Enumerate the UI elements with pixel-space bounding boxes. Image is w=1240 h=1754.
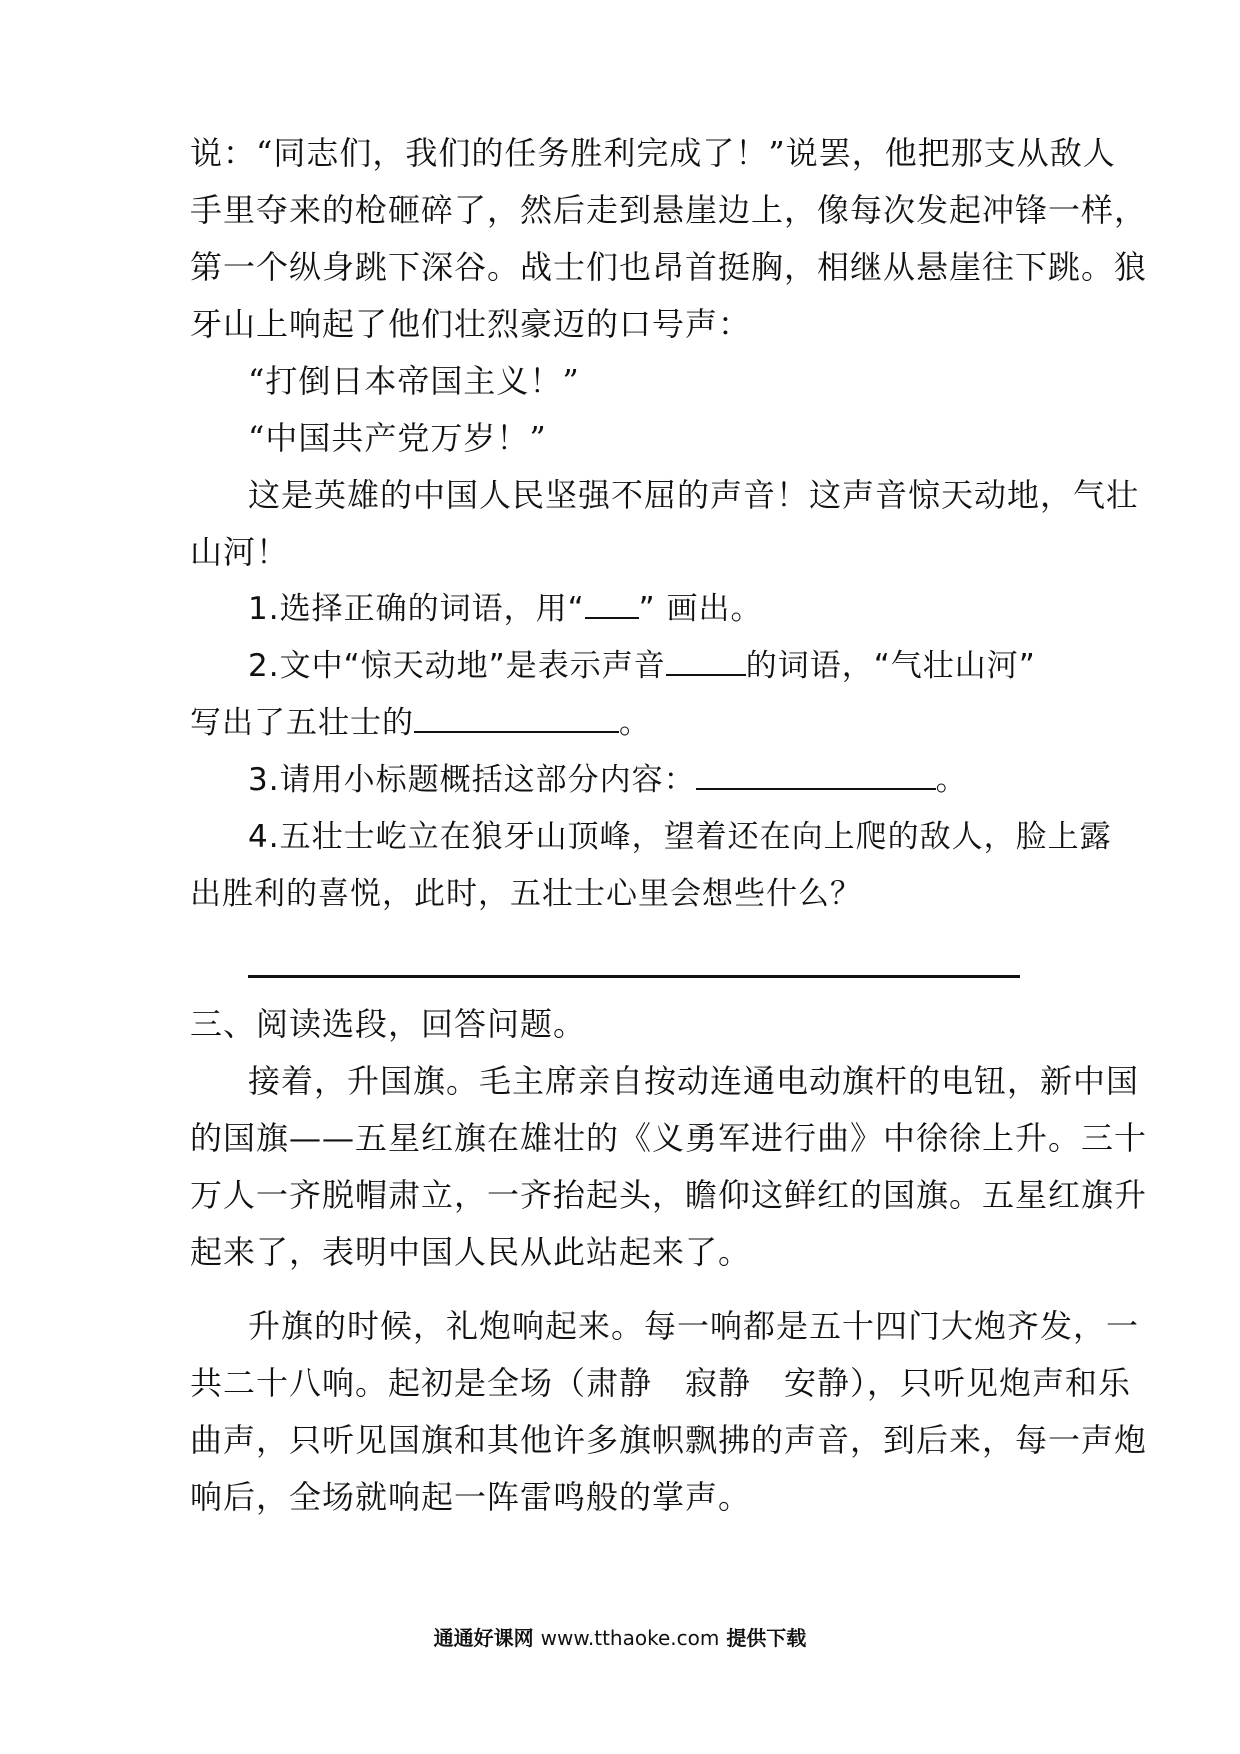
passage-line: 共二十八响。起初是全场（肃静 寂静 安静），只听见炮声和乐 bbox=[190, 1364, 1132, 1402]
slogan-line: “打倒日本帝国主义！” bbox=[248, 362, 580, 400]
slogan-line: “中国共产党万岁！” bbox=[248, 419, 547, 457]
answer-blank[interactable] bbox=[696, 760, 936, 790]
question-text: 1.选择正确的词语，用“ bbox=[248, 591, 585, 627]
question-text: 3.请用小标题概括这部分内容： bbox=[248, 762, 696, 798]
passage-line: 接着，升国旗。毛主席亲自按动连通电动旗杆的电钮，新中国 bbox=[248, 1062, 1140, 1100]
footer-url-link[interactable]: www.tthaoke.com bbox=[540, 1626, 720, 1650]
question-4: 4.五壮士屹立在狼牙山顶峰，望着还在向上爬的敌人，脸上露 bbox=[248, 819, 1112, 855]
footer-suffix: 提供下载 bbox=[726, 1626, 807, 1650]
passage-line: 万人一齐脱帽肃立，一齐抬起头，瞻仰这鲜红的国旗。五星红旗升 bbox=[190, 1176, 1148, 1214]
question-3 bbox=[248, 760, 968, 800]
question-4-continued: 出胜利的喜悦，此时，五壮士心里会想些什么？ bbox=[190, 876, 862, 912]
question-1 bbox=[248, 589, 763, 629]
question-text: 写出了五壮士的 bbox=[190, 705, 414, 741]
passage-line: 升旗的时候，礼炮响起来。每一响都是五十四门大炮齐发，一 bbox=[248, 1307, 1140, 1345]
footer-site-name: 通通好课网 bbox=[433, 1626, 534, 1650]
passage-line: 起来了，表明中国人民从此站起来了。 bbox=[190, 1233, 752, 1271]
question-text: 2.文中“惊天动地”是表示声音 bbox=[248, 648, 666, 684]
section-heading: 三、阅读选段，回答问题。 bbox=[190, 1005, 587, 1043]
answer-blank[interactable] bbox=[666, 646, 746, 676]
passage-line: 山河！ bbox=[190, 533, 290, 571]
question-2 bbox=[248, 646, 1036, 686]
question-text: 。 bbox=[619, 705, 651, 741]
answer-line[interactable] bbox=[248, 975, 1020, 978]
question-text: 。 bbox=[935, 762, 968, 798]
question-2-continued bbox=[190, 703, 651, 743]
passage-line: 牙山上响起了他们壮烈豪迈的口号声： bbox=[190, 305, 752, 343]
answer-blank[interactable] bbox=[585, 589, 639, 619]
question-text: ” 画出。 bbox=[638, 591, 763, 627]
passage-line: 的国旗——五星红旗在雄壮的《义勇军进行曲》中徐徐上升。三十 bbox=[190, 1119, 1148, 1157]
passage-line: 说：“同志们，我们的任务胜利完成了！”说罢，他把那支从敌人 bbox=[190, 134, 1116, 172]
page-footer bbox=[0, 1625, 1240, 1651]
passage-line: 第一个纵身跳下深谷。战士们也昂首挺胸，相继从悬崖往下跳。狼 bbox=[190, 248, 1148, 286]
passage-line: 手里夺来的枪砸碎了，然后走到悬崖边上，像每次发起冲锋一样， bbox=[190, 191, 1148, 229]
question-text: 的词语，“气壮山河” bbox=[745, 648, 1036, 684]
passage-line: 响后，全场就响起一阵雷鸣般的掌声。 bbox=[190, 1478, 752, 1516]
passage-line: 曲声，只听见国旗和其他许多旗帜飘拂的声音，到后来，每一声炮 bbox=[190, 1421, 1148, 1459]
passage-line: 这是英雄的中国人民坚强不屈的声音！这声音惊天动地，气壮 bbox=[248, 476, 1140, 514]
answer-blank[interactable] bbox=[414, 703, 619, 733]
